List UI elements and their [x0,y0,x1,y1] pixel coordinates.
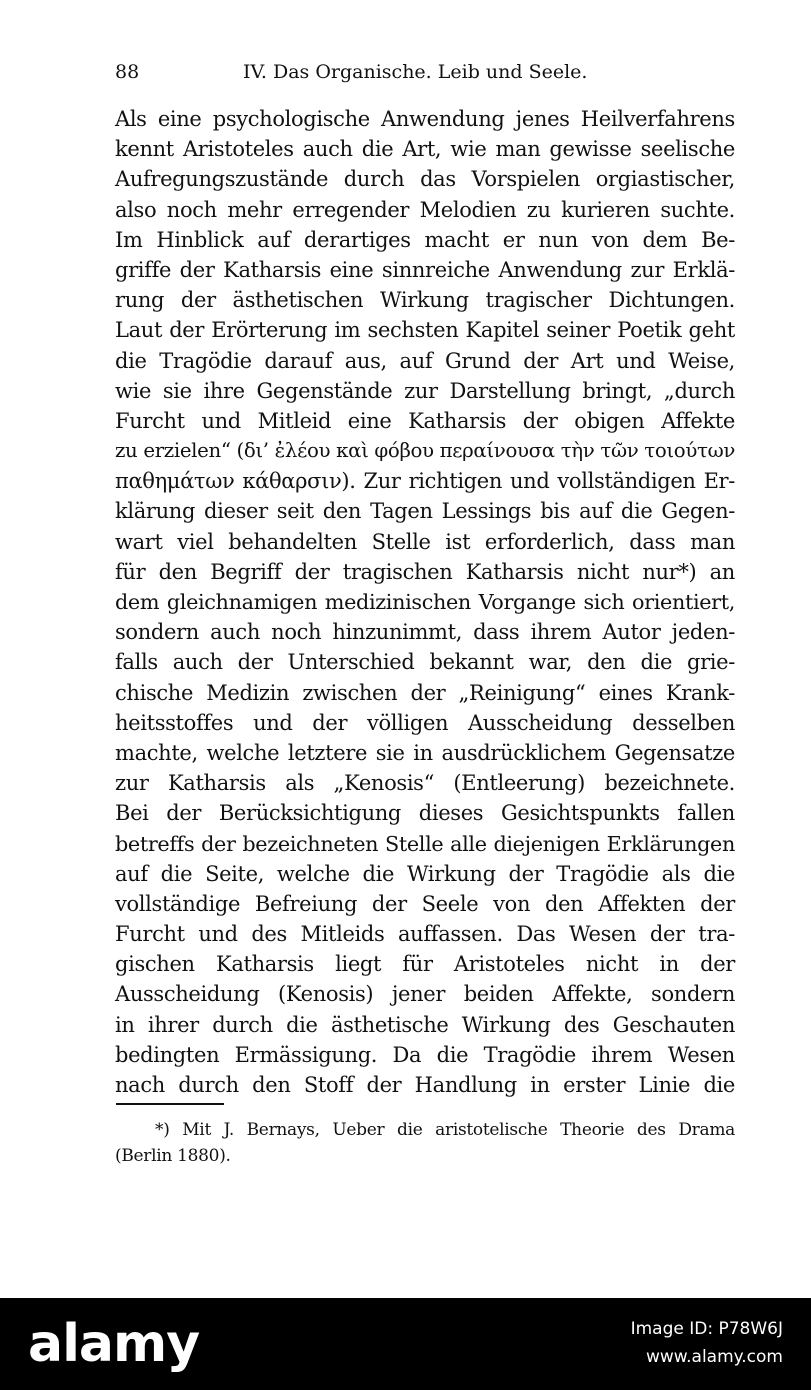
text-line: griffe der Katharsis eine sinnreiche Anwendung zur Erklä- [115,257,735,282]
text-line: für den Begriff der tragischen Katharsis nicht nur*) an [115,559,735,584]
text-line: bedingten Ermässigung. Da die Tragödie ihrem Wesen [115,1042,735,1067]
page-number: 88 [115,61,140,83]
text-line: Aufregungszustände durch das Vorspielen orgiastischer, [115,167,735,192]
text-line: zur Katharsis als „Kenosis“ (Entleerung) bezeichnete. [115,771,735,796]
alamy-logo: alamy [28,1314,200,1374]
text-line: rung der ästhetischen Wirkung tragischer Dichtungen. [115,288,735,313]
text-line: die Tragödie darauf aus, auf Grund der Art und Weise, [115,348,735,373]
site-url-text: www.alamy.com [645,1347,783,1367]
text-line: Im Hinblick auf derartiges macht er nun von dem Be- [115,227,735,252]
text-line: sondern auch noch hinzunimmt, dass ihrem Autor jeden- [115,620,735,645]
footnote-line: (Berlin 1880). [115,1146,231,1166]
text-line: nach durch den Stoff der Handlung in erster Linie die [115,1073,735,1097]
text-line: in ihrer durch die ästhetische Wirkung des Geschauten [115,1012,735,1037]
footnote-line: *) Mit J. Bernays, Ueber die aristotelische Theorie des Drama [155,1120,735,1140]
text-line: παθημάτων κάθαρσιν). Zur richtigen und vollständigen Er- [115,469,735,494]
text-line: Furcht und des Mitleids auffassen. Das Wesen der tra- [115,922,735,947]
text-line: gischen Katharsis liegt für Aristoteles nicht in der [115,952,735,977]
text-line: Bei der Berücksichtigung dieses Gesichtspunkts fallen [115,801,735,826]
footnote [115,1117,735,1169]
text-line: wie sie ihre Gegenstände zur Darstellung bringt, „durch [115,378,735,403]
stock-watermark-bar [0,1298,811,1390]
footnote-rule [116,1103,224,1105]
text-line: Laut der Erörterung im sechsten Kapitel seiner Poetik geht [115,318,735,343]
text-line: chische Medizin zwischen der „Reinigung“ eines Krank- [115,680,735,705]
text-line: betreffs der bezeichneten Stelle alle diejenigen Erklärungen [115,831,735,856]
text-line: dem gleichnamigen medizinischen Vorgange sich orientiert, [115,590,735,614]
text-line: also noch mehr erregender Melodien zu kurieren suchte. [115,197,735,222]
image-id-text: Image ID: P78W6J [630,1319,783,1339]
text-line: zu erzielen“ (δι’ ἐλέου καὶ φόβου περαίνουσα τὴν τῶν τοιούτων [115,439,735,463]
text-line: wart viel behandelten Stelle ist erforderlich, dass man [115,529,735,554]
text-line: vollständige Befreiung der Seele von den Affekten der [115,891,735,916]
text-line: auf die Seite, welche die Wirkung der Tragödie als die [115,861,735,886]
text-line: machte, welche letztere sie in ausdrücklichem Gegensatze [115,740,735,765]
text-line: klärung dieser seit den Tagen Lessings bis auf die Gegen- [115,499,735,524]
watermark-info [631,1318,783,1368]
text-line: Als eine psychologische Anwendung jenes Heilverfahrens [115,107,735,131]
text-line: heitsstoffes und der völligen Ausscheidung desselben [115,710,735,735]
text-line: falls auch der Unterschied bekannt war, den die grie- [115,650,735,675]
running-head: IV. Das Organische. Leib und Seele. [243,61,588,83]
text-line: kennt Aristoteles auch die Art, wie man gewisse seelische [115,137,735,162]
text-line: Furcht und Mitleid eine Katharsis der obigen Affekte [115,408,735,433]
text-line: Ausscheidung (Kenosis) jener beiden Affekte, sondern [115,982,735,1007]
body-text [115,104,735,1100]
page-header [115,58,715,86]
